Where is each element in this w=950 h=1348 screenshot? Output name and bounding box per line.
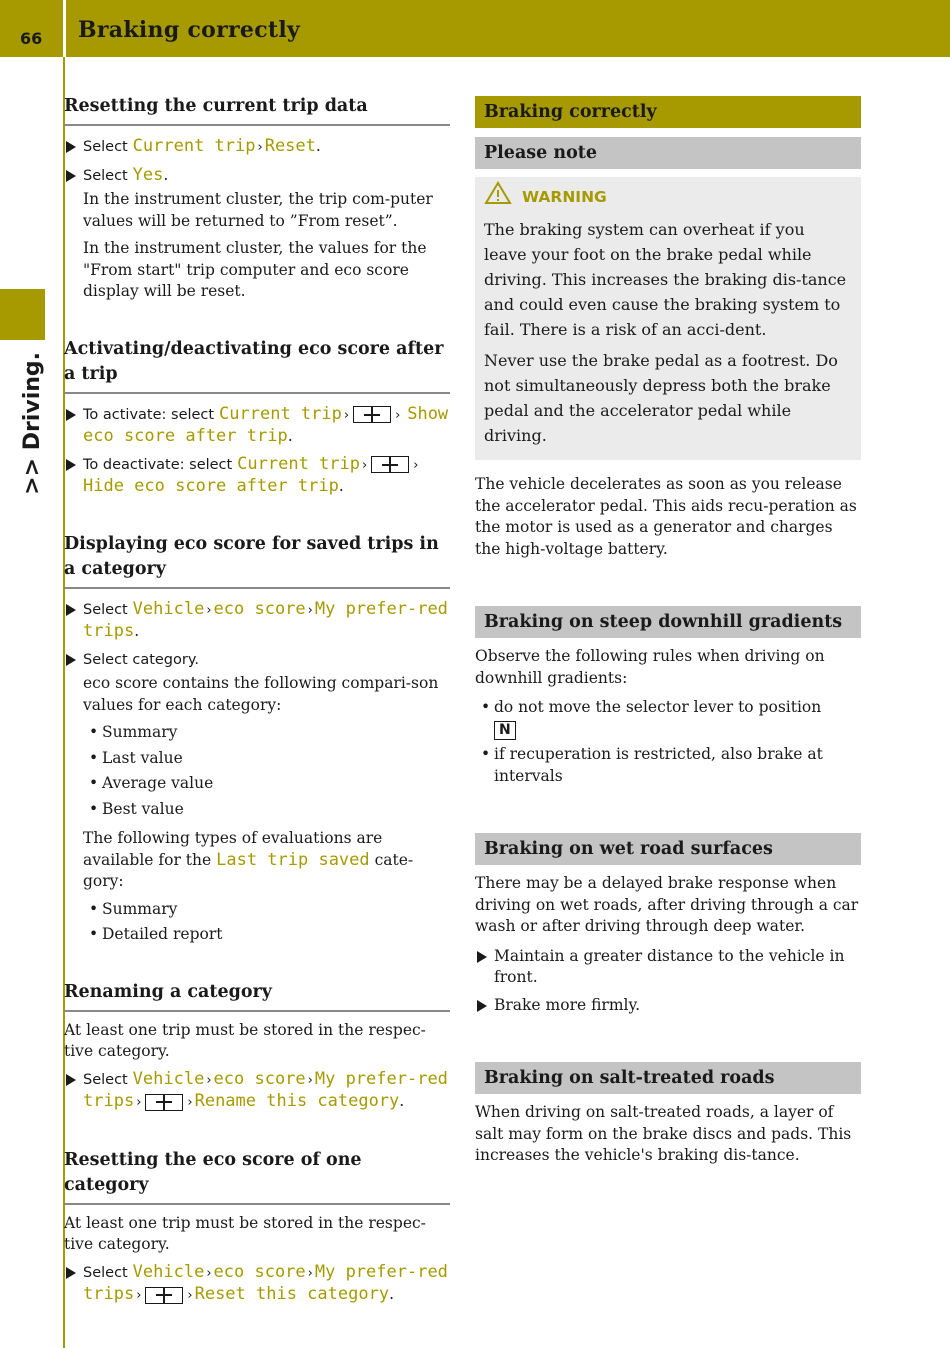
plus-button-icon xyxy=(371,456,409,473)
instruction-step: Select Yes. In the instrument cluster, the trip com-puter values will be returned to ”From reset”. In the instrument cluster, the values for the "From start" trip computer and eco score display will be reset. xyxy=(64,165,450,303)
note-bar: Please note xyxy=(475,137,861,169)
page-header xyxy=(0,0,950,57)
instruction-step: Select Vehicle › eco score › My prefer-red trips › › Rename this category. xyxy=(64,1069,450,1114)
list-item: • do not move the selector lever to position N xyxy=(475,697,861,740)
section-title: Displaying eco score for saved trips in a category xyxy=(64,532,450,589)
menu-item-reset: Reset xyxy=(264,136,316,156)
chapter-tab-label: >> Driving. xyxy=(20,352,45,495)
instruction-step: Maintain a greater distance to the vehicle in front. xyxy=(475,946,861,989)
section-bar-wet: Braking on wet road surfaces xyxy=(475,833,861,865)
plus-button-icon xyxy=(145,1094,183,1111)
warning-label: WARNING xyxy=(522,188,607,206)
list-item: • Average value xyxy=(83,773,450,795)
section-title: Resetting the eco score of one category xyxy=(64,1148,450,1205)
list-item: • Summary xyxy=(83,899,450,921)
right-column: Braking correctly Please note WARNING The braking system can overheat if you leave your foot on the brake pedal while driving. This increases the braking dis-tance and could even cause the braking system to fail. There is a risk of an acci-dent. Never use the brake pedal as a footrest. Do not simultaneously depress both the brake pedal and the accelerator pedal while driving. The vehicle decelerates as soon as you release the accelerator pedal. This aids recu-peration as the motor is used as a generator and charges the high-voltage battery. Braking on steep downhill gradients Observe the following rules when driving on downhill gradients: • do not move the selector lever to position N • if recuperation is restricted, also brake at intervals Braking on wet road surfaces There may be a delayed brake response when driving on wet roads, after driving through a car wash or after driving through deep water. Maintain a greater distance to the vehicle in front. Brake more firmly. Braking on salt-treated roads When driving on salt-treated roads, a layer of salt may form on the brake discs and pads. This increases the vehicle's braking dis-tance. xyxy=(475,96,861,1175)
instruction-step: Brake more firmly. xyxy=(475,995,861,1017)
warning-box xyxy=(475,177,861,460)
section-reset-trip xyxy=(64,94,450,303)
chapter-tab-marker xyxy=(0,289,45,340)
list-item: • Last value xyxy=(83,748,450,770)
section-title: Renaming a category xyxy=(64,980,450,1012)
list-item: • Detailed report xyxy=(83,924,450,946)
section-bar-steep: Braking on steep downhill gradients xyxy=(475,606,861,638)
intro-text: The vehicle decelerates as soon as you release the accelerator pedal. This aids recu-peration as the motor is used as a generator and charges the high-voltage battery. xyxy=(475,475,857,558)
plus-button-icon xyxy=(145,1287,183,1304)
warning-triangle-icon xyxy=(484,181,512,213)
page-number: 66 xyxy=(20,29,43,48)
section-eco-score-toggle xyxy=(64,337,450,498)
instruction-step: To activate: select Current trip › › Show eco score after trip. xyxy=(64,404,450,448)
instruction-step: Select category. eco score contains the following compari-son values for each category: • Summary • Last value • Average value • Best value The following types of evaluations are available for the Last trip saved cate-gory: • Summary • Detailed report xyxy=(64,649,450,946)
section-saved-trips xyxy=(64,532,450,946)
section-reset-category: Resetting the eco score of one category At least one trip must be stored in the respec-tive category. Select Vehicle › eco score › My prefer-red trips › › Reset this category. xyxy=(64,1148,450,1307)
instruction-step: Select Vehicle › eco score › My prefer-red trips. xyxy=(64,599,450,643)
section-bar-salt: Braking on salt-treated roads xyxy=(475,1062,861,1094)
list-item: • Best value xyxy=(83,799,450,821)
list-item: • Summary xyxy=(83,722,450,744)
instruction-step: Select Vehicle › eco score › My prefer-red trips › › Reset this category. xyxy=(64,1262,450,1307)
menu-item-yes: Yes xyxy=(132,164,164,185)
result-text: In the instrument cluster, the trip com-puter values will be returned to ”From reset”. xyxy=(83,190,433,230)
instruction-step: To deactivate: select Current trip › › Hide eco score after trip. xyxy=(64,454,450,498)
warning-text: The braking system can overheat if you leave your foot on the brake pedal while driving. This increases the braking dis-tance and could even cause the braking system to fail. There is a risk of an acci-dent. xyxy=(484,220,847,339)
section-bar-braking: Braking correctly xyxy=(475,96,861,128)
warning-text: Never use the brake pedal as a footrest. Do not simultaneously depress both the brake pedal and the accelerator pedal while driving. xyxy=(484,351,838,445)
section-title: Resetting the current trip data xyxy=(64,94,450,126)
section-title: Activating/deactivating eco score after a trip xyxy=(64,337,450,394)
menu-item-current-trip: Current trip xyxy=(132,136,256,156)
list-item: • if recuperation is restricted, also brake at intervals xyxy=(475,744,861,787)
page-title: Braking correctly xyxy=(78,17,301,43)
header-divider xyxy=(63,0,66,57)
plus-button-icon xyxy=(353,406,391,423)
left-column xyxy=(64,94,450,1341)
section-rename-category: Renaming a category At least one trip must be stored in the respec-tive category. Select Vehicle › eco score › My prefer-red trips › › Rename this category. xyxy=(64,980,450,1114)
instruction-step: Select Current trip › Reset. xyxy=(64,136,450,159)
selector-n-key: N xyxy=(494,721,516,740)
result-text: In the instrument cluster, the values for the "From start" trip computer and eco score display will be reset. xyxy=(83,239,427,300)
